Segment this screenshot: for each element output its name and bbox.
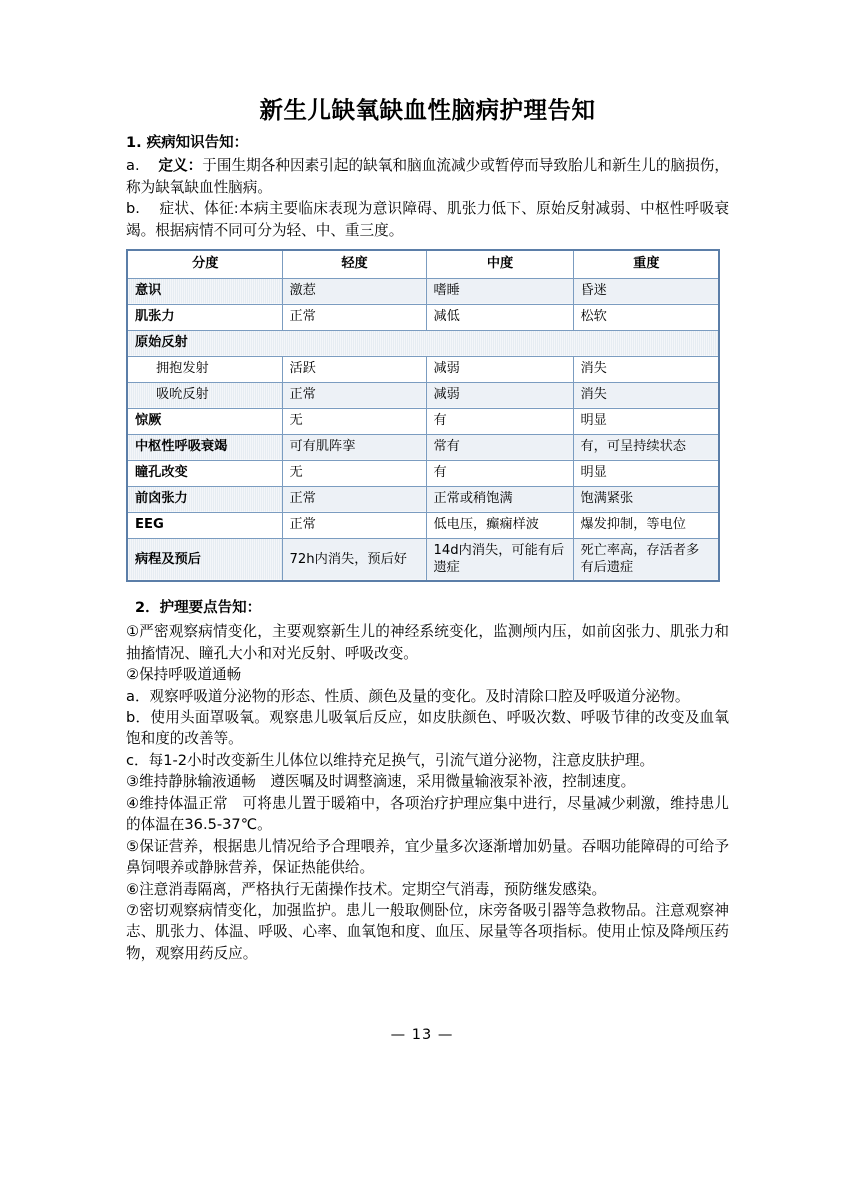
table-cell: 松软 <box>573 304 719 330</box>
table-row-label: 中枢性呼吸衰竭 <box>127 434 282 460</box>
section-2-paragraph: ⑦密切观察病情变化，加强监护。患儿一般取侧卧位，床旁备吸引器等急救物品。注意观察神志、肌张力、体温、呼吸、心率、血氧饱和度、血压、尿量等各项指标。使用止惊及降颅压药物，观察用药反应。 <box>126 901 729 962</box>
table-row <box>127 356 719 382</box>
item-b-label: 症状、体征: <box>159 200 239 218</box>
table-row <box>127 304 719 330</box>
table-cell: 死亡率高，存活者多有后遗症 <box>573 538 719 581</box>
table-cell: 正常或稍饱满 <box>426 486 573 512</box>
table-cell: 明显 <box>573 408 719 434</box>
table-row <box>127 486 719 512</box>
table-cell: 常有 <box>426 434 573 460</box>
section-1-item-a <box>126 155 729 198</box>
table-cell: 减弱 <box>426 356 573 382</box>
section-2-paragraph: ②保持呼吸道通畅 <box>126 666 242 684</box>
table-header-cell-3: 重度 <box>573 250 719 278</box>
section-2-paragraph: b．使用头面罩吸氧。观察患儿吸氧后反应，如皮肤颜色、呼吸次数、呼吸节律的改变及血氧饱和度的改善等。 <box>126 709 729 748</box>
table-row <box>127 434 719 460</box>
item-a-text: 于围生期各种因素引起的缺氧和脑血流减少或暂停而导致胎儿和新生儿的脑损伤，称为缺氧缺血性脑病。 <box>126 157 729 196</box>
page-title: 新生儿缺氧缺血性脑病护理告知 <box>259 96 596 124</box>
item-a-label: 定义： <box>158 157 203 175</box>
grade-classification-table <box>126 249 720 582</box>
table-row <box>127 512 719 538</box>
table-header-cell-2: 中度 <box>426 250 573 278</box>
table-row <box>127 330 719 356</box>
table-row-label: 前囟张力 <box>127 486 282 512</box>
table-row-label: 拥抱发射 <box>127 356 282 382</box>
item-b-marker: b. <box>126 200 140 218</box>
section-2-paragraph: ⑥注意消毒隔离，严格执行无菌操作技术。定期空气消毒，预防继发感染。 <box>126 880 607 898</box>
table-row <box>127 382 719 408</box>
section-2-heading: 2．护理要点告知： <box>135 600 262 617</box>
section-2-paragraph: ④维持体温正常 可将患儿置于暖箱中，各项治疗护理应集中进行，尽量减少刺激，维持患儿的体温在36.5-37℃。 <box>126 794 729 834</box>
section-2-notes <box>126 621 729 964</box>
table-row <box>127 460 719 486</box>
table-row-label: EEG <box>127 512 282 538</box>
table-cell: 消失 <box>573 382 719 408</box>
table-row-label: 意识 <box>127 278 282 304</box>
table-cell: 嗜睡 <box>426 278 573 304</box>
section-1-item-b <box>126 198 729 241</box>
table-cell: 正常 <box>282 304 426 330</box>
table-row <box>127 278 719 304</box>
item-a-marker: a. <box>126 157 140 175</box>
table-cell: 有 <box>426 408 573 434</box>
table-head <box>127 250 719 278</box>
page-number: — 13 — <box>390 1027 454 1043</box>
table-cell: 正常 <box>282 512 426 538</box>
table-cell: 饱满紧张 <box>573 486 719 512</box>
table-cell: 爆发抑制，等电位 <box>573 512 719 538</box>
table-cell: 低电压，癫痫样波 <box>426 512 573 538</box>
table-row <box>127 538 719 581</box>
section-2-paragraph: ⑤保证营养，根据患儿情况给予合理喂养，宜少量多次逐渐增加奶量。吞咽功能障碍的可给予鼻饲喂养或静脉营养，保证热能供给。 <box>126 837 729 877</box>
table-row-label: 肌张力 <box>127 304 282 330</box>
table-body <box>127 278 719 581</box>
table-header-cell-1: 轻度 <box>282 250 426 278</box>
table-cell: 正常 <box>282 382 426 408</box>
table-cell: 明显 <box>573 460 719 486</box>
table-row-label: 吸吮反射 <box>127 382 282 408</box>
section-1-heading: 1. 疾病知识告知： <box>126 135 249 152</box>
table-cell: 激惹 <box>282 278 426 304</box>
section-2-paragraph: c．每1-2小时改变新生儿体位以维持充足换气，引流气道分泌物，注意皮肤护理。 <box>126 751 655 769</box>
table-cell: 减弱 <box>426 382 573 408</box>
table-cell: 活跃 <box>282 356 426 382</box>
table-cell: 72h内消失，预后好 <box>282 538 426 581</box>
section-2-paragraph: ①严密观察病情变化，主要观察新生儿的神经系统变化，监测颅内压，如前囟张力、肌张力和抽搐情况、瞳孔大小和对光反射、呼吸改变。 <box>126 623 729 662</box>
table-row-label: 惊厥 <box>127 408 282 434</box>
table-row-label: 瞳孔改变 <box>127 460 282 486</box>
table-cell: 有，可呈持续状态 <box>573 434 719 460</box>
table-header-cell-0: 分度 <box>127 250 282 278</box>
item-b-text: 本病主要临床表现为意识障碍、肌张力低下、原始反射减弱、中枢性呼吸衰竭。根据病情不同可分为轻、中、重三度。 <box>126 200 729 239</box>
table-header-row <box>127 250 719 278</box>
table-cell: 减低 <box>426 304 573 330</box>
table-cell: 可有肌阵挛 <box>282 434 426 460</box>
table-cell: 消失 <box>573 356 719 382</box>
table-row <box>127 408 719 434</box>
table-row-label: 病程及预后 <box>127 538 282 581</box>
section-2-paragraph: ③维持静脉输液通畅 遵医嘱及时调整滴速，采用微量输液泵补液，控制速度。 <box>126 773 636 791</box>
table-cell: 昏迷 <box>573 278 719 304</box>
table-cell: 有 <box>426 460 573 486</box>
table-cell: 无 <box>282 460 426 486</box>
table-cell: 14d内消失，可能有后遗症 <box>426 538 573 581</box>
table-cell: 无 <box>282 408 426 434</box>
section-2-paragraph: a．观察呼吸道分泌物的形态、性质、颜色及量的变化。及时清除口腔及呼吸道分泌物。 <box>126 687 690 705</box>
table-cell: 正常 <box>282 486 426 512</box>
table-cell-group-label: 原始反射 <box>127 330 719 356</box>
